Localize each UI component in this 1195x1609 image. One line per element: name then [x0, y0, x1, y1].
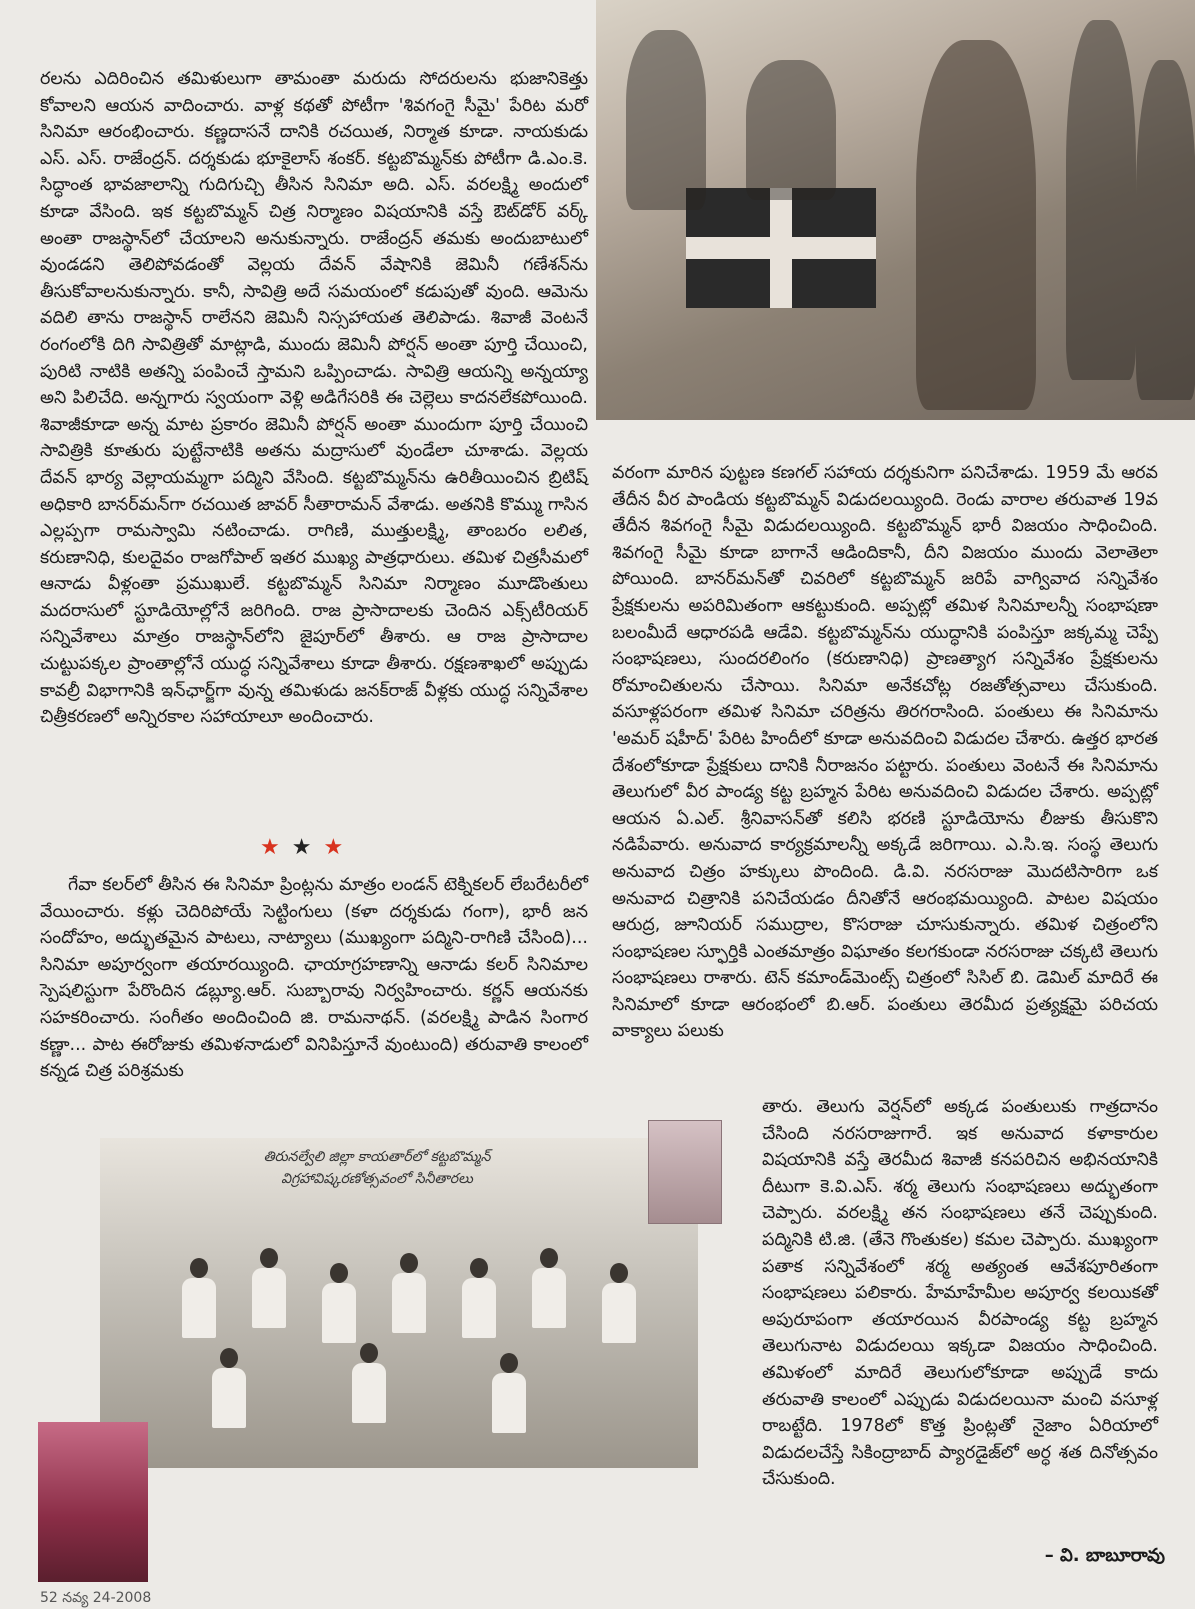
- article-paragraph: రలను ఎదిరించిన తమిళులుగా తామంతా మరుదు సోదరులను భుజానికెత్తు కోవాలని ఆయన వాదించారు. వాళ్ల కథతో పోటీగా 'శివగంగై సీమై' పేరిట మరో సినిమా ఆరంభించారు. కణ్ణదాసనే దానికి రచయిత, నిర్మాత కూడా. నాయకుడు ఎస్. ఎస్. రాజేంద్రన్. దర్శకుడు భూకైలాస్ శంకర్. కట్టబొమ్మన్‌కు పోటీగా డి.ఎం.కె. సిద్ధాంత భావజాలాన్ని గుదిగుచ్చి తీసిన సినిమా అది. ఎస్. వరలక్ష్మి అందులో కూడా వేసింది. ఇక కట్టబొమ్మన్ చిత్ర నిర్మాణం విషయానికి వస్తే ఔట్‌డోర్ వర్క్ అంతా రాజస్థాన్‌లో చేయాలని అనుకున్నారు. రాజేంద్రన్ తమకు అందుబాటులో వుండడని తెలిపోవడంతో వెల్లయ దేవన్ వేషానికి జెమినీ గణేశన్‌ను తీసుకోవాలనుకున్నారు. కానీ, సావిత్రి అదే సమయంలో కడుపుతో వుంది. ఆమెను వదిలి తాను రాజస్థాన్ రాలేనని జెమినీ నిస్సహాయత తెలిపాడు. శివాజీ వెంటనే రంగంలోకి దిగి సావిత్రితో మాట్లాడి, ముందు జెమినీ పోర్షన్ అంతా పూర్తి చేయించి, పురిటి నాటికి అతన్ని పంపించే స్తామని ఒప్పించాడు. సావిత్రి ఆయన్ని అన్నయ్యా అని పిలిచేది. అన్నగారు స్వయంగా వెళ్లి అడిగేసరికి ఈ చెల్లెలు కాదనలేకపోయింది. శివాజీకూడా అన్న మాట ప్రకారం జెమినీ పోర్షన్ అంతా ముందుగా పూర్తి చేయించి సావిత్రికి కూతురు పుట్టేనాటికి అతను మద్రాసులో వుండేలా చూశాడు. వెల్లయ దేవన్ భార్య వెల్లాయమ్మగా పద్మిని వేసింది. కట్టబొమ్మన్‌ను ఉరితీయించిన బ్రిటిష్ అధికారి బానర్‌మన్‌గా రచయిత జావర్ సీతారామన్ వేశాడు. అతనికి కొమ్ము గాసిన ఎల్లప్పగా రామస్వామి నటించాడు. రాగిణి, ముత్తులక్ష్మి, తాంబరం లలిత, కరుణానిధి, కులదైవం రాజగోపాల్ ఇతర ముఖ్య పాత్రధారులు. తమిళ చిత్రసీమలో ఆనాడు వీళ్లంతా ప్రముఖులే. కట్టబొమ్మన్ సినిమా నిర్మాణం మూడొంతులు మదరాసులో స్టూడియోల్లోనే జరిగింది. రాజ ప్రాసాదాలకు చెందిన ఎక్స్‌టీరియర్ సన్నివేశాలు మాత్రం రాజస్థాన్‌లోని జైపూర్‌లో తీశారు. ఆ రాజ ప్రాసాదాల చుట్టుపక్కల ప్రాంతాల్లోనే యుద్ధ సన్నివేశాలు కూడా తీశారు. రక్షణశాఖలో అప్పుడు కావల్రీ విభాగానికి ఇన్‌ఛార్జ్‌గా వున్న తమిళుడు జనక్‌రాజ్ వీళ్లకు యుద్ధ సన్నివేశాల చిత్రీకరణలో అన్నిరకాల సహాయాలూ అందించారు.: [40, 69, 588, 728]
- person: [400, 1253, 418, 1273]
- film-poster-photo: [38, 1422, 148, 1582]
- person: [330, 1263, 348, 1283]
- person: [360, 1343, 378, 1363]
- person: [190, 1258, 208, 1278]
- figure: [1136, 60, 1195, 400]
- star-icon: ★: [291, 835, 324, 860]
- page-footer: 52 నవ్య 24-2008: [40, 1590, 152, 1606]
- photo-caption: [212, 1146, 542, 1190]
- person: [260, 1248, 278, 1268]
- figure: [916, 40, 1036, 410]
- section-separator: [260, 835, 355, 860]
- figure: [1066, 20, 1136, 380]
- figure: [746, 60, 836, 200]
- article-left-column-continued: [40, 872, 588, 1085]
- person: [352, 1363, 386, 1423]
- caption-line: విగ్రహావిష్కరణోత్సవంలో సినీతారలు: [281, 1171, 473, 1187]
- article-paragraph: గేవా కలర్‌లో తీసిన ఈ సినిమా ప్రింట్లను మాత్రం లండన్ టెక్నికలర్ లేబరేటరీలో వేయించారు. కళ్లు చెదిరిపోయే సెట్టింగులు (కళా దర్శకుడు గంగా), భారీ జన సందోహం, అద్భుతమైన పాటలు, నాట్యాలు (ముఖ్యంగా పద్మిని-రాగిణి చేసింది)... సినిమా అపూర్వంగా తయారయ్యింది. ఛాయాగ్రహణాన్ని ఆనాడు కలర్ సినిమాల స్పెషలిస్టుగా పేరొందిన డబ్ల్యూ.ఆర్. సుబ్బారావు నిర్వహించారు. కర్ణన్ ఆయనకు సహకరించారు. సంగీతం అందించింది జి. రామనాథన్. (వరలక్ష్మి పాడిన సింగార కణ్ణా... పాట ఈరోజుకు తమిళనాడులో వినిపిస్తూనే వుంటుంది) తరువాతి కాలంలో కన్నడ చిత్ర పరిశ్రమకు: [40, 875, 588, 1082]
- film-still-photo: [596, 0, 1195, 420]
- person: [540, 1248, 558, 1268]
- star-icon: ★: [260, 835, 292, 860]
- star-icon: ★: [323, 835, 356, 860]
- person: [532, 1268, 566, 1328]
- person: [470, 1258, 488, 1278]
- article-paragraph: వరంగా మారిన పుట్టణ కణగల్ సహాయ దర్శకునిగా పనిచేశాడు. 1959 మే ఆరవ తేదీన వీర పాండియ కట్టబొమ్మన్ విడుదలయ్యింది. రెండు వారాల తరువాత 19వ తేదీన శివగంగై సీమై విడుదలయ్యింది. కట్టబొమ్మన్ భారీ విజయం సాధించింది. శివగంగై సీమై కూడా బాగానే ఆడిందికానీ, దీని విజయం ముందు వెలాతెలా పోయింది. బానర్‌మన్‌తో చివరిలో కట్టబొమ్మన్ జరిపే వాగ్వివాద సన్నివేశం ప్రేక్షకులను అపరిమితంగా ఆకట్టుకుంది. అప్పట్లో తమిళ సినిమాలన్నీ సంభాషణా బలంమీదే ఆధారపడి ఆడేవి. కట్టబొమ్మన్‌ను యుద్ధానికి పంపిస్తూ జక్కమ్మ చెప్పే సంభాషణలు, సుందరలింగం (కరుణానిధి) ప్రాణత్యాగ సన్నివేశం ప్రేక్షకులను రోమాంచితులను చేసాయి. సినిమా అనేకచోట్ల రజతోత్సవాలు చేసుకుంది. వసూళ్లపరంగా తమిళ సినిమా చరిత్రను తిరగరాసింది. పంతులు ఈ సినిమాను 'అమర్ షహీద్' పేరిట హిందీలో కూడా అనువదించి విడుదల చేశారు. ఉత్తర భారత దేశంలోకూడా ప్రేక్షకులు దానికి నీరాజనం పట్టారు. పంతులు వెంటనే ఈ సినిమాను తెలుగులో వీర పాండ్య కట్ట బ్రహ్మన పేరిట అనువదించి విడుదల చేశారు. అప్పట్లో ఆయన ఏ.ఎల్. శ్రీనివాసన్‌తో కలిసి భరణి స్టూడియోను లీజుకు తీసుకొని నడిపేవారు. అనువాద కార్యక్రమాలన్నీ అక్కడే జరిగాయి. ఎ.సి.ఇ. సంస్థ తెలుగు అనువాద చిత్రం హక్కులు పొందింది. డి.వి. నరసరాజు మొదటిసారిగా ఒక అనువాద చిత్రానికి పనిచేయడం దీనితోనే ఆరంభమయ్యింది. పాటల విషయం ఆరుద్ర, జూనియర్ సముద్రాల, కొసరాజు చూసుకున్నారు. తమిళ చిత్రంలోని సంభాషణల స్ఫూర్తికి ఎంతమాత్రం విఘాతం కలగకుండా నరసరాజు చక్కటి తెలుగు సంభాషణలు రాశారు. టెన్ కమాండ్‌మెంట్స్ చిత్రంలో సిసిల్ బి. డెమిల్ మాదిరే ఈ సినిమాలో కూడా ఆరంభంలో బి.ఆర్. పంతులు తెరమీద ప్రత్యక్షమై పరిచయ వాక్యాలు పలుకు: [612, 463, 1158, 1042]
- person: [462, 1278, 496, 1338]
- person: [392, 1273, 426, 1333]
- person: [220, 1348, 238, 1368]
- figure: [626, 30, 706, 210]
- author-byline: – వి. బాబూరావు: [1044, 1545, 1165, 1566]
- person: [252, 1268, 286, 1328]
- union-jack-flag: [686, 188, 876, 308]
- person: [610, 1263, 628, 1283]
- person: [500, 1353, 518, 1373]
- person: [182, 1278, 216, 1338]
- article-right-column: [612, 460, 1158, 1045]
- person: [212, 1368, 246, 1428]
- person: [322, 1283, 356, 1343]
- caption-line: తిరునల్వేలి జిల్లా కాయతార్‌లో కట్టబొమ్మన్: [263, 1149, 491, 1165]
- article-left-column: [40, 66, 588, 731]
- person: [492, 1373, 526, 1433]
- article-right-column-continued: [762, 1094, 1158, 1493]
- person: [602, 1283, 636, 1343]
- statue-photo: [648, 1120, 722, 1224]
- article-paragraph: తారు. తెలుగు వెర్షన్‌లో అక్కడ పంతులుకు గాత్రదానం చేసింది నరసరాజుగారే. ఇక అనువాద కళాకారుల విషయానికి వస్తే తెరమీద శివాజీ కనపరిచిన అభినయానికి దీటుగా కె.వి.ఎస్. శర్మ తెలుగు సంభాషణలు అద్భుతంగా చెప్పారు. వరలక్ష్మి తన సంభాషణలు తనే చెప్పుకుంది. పద్మినికి టి.జి. (తేనె గొంతుకల) కమల చెప్పారు. ముఖ్యంగా పతాక సన్నివేశంలో శర్మ అత్యంత ఆవేశపూరితంగా సంభాషణలు పలికారు. హేమాహేమీల అపూర్వ కలయికతో అపురూపంగా తయారయిన వీరపాండ్య కట్ట బ్రహ్మన తెలుగునాట విడుదలయి ఇక్కడా విజయం సాధించింది. తమిళంలో మాదిరే తెలుగులోకూడా అప్పుడే కాదు తరువాతి కాలంలో ఎప్పుడు విడుదలయినా మంచి వసూళ్ల రాబట్టేది. 1978లో కొత్త ప్రింట్లతో నైజాం ఏరియాలో విడుదలచేస్తే సికింద్రాబాద్ ప్యారడైజ్‌లో అర్ధ శత దినోత్సవం చేసుకుంది.: [762, 1097, 1158, 1490]
